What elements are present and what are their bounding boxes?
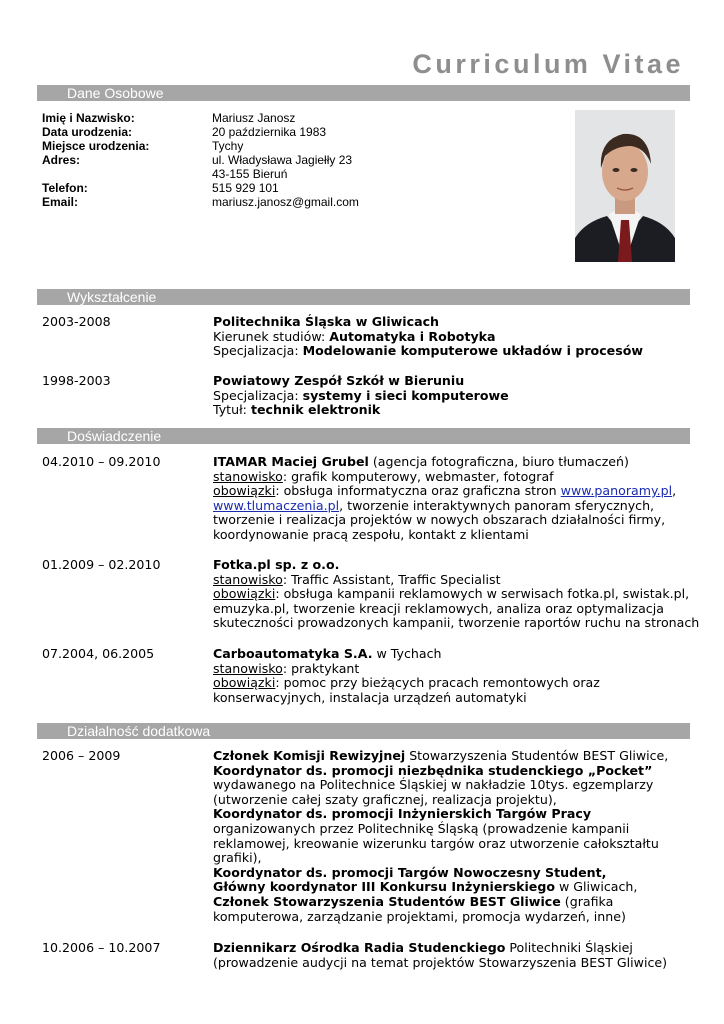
activity-role: Członek Stowarzyszenia Studentów BEST Gliwice bbox=[213, 893, 561, 909]
activity-text: w Gliwicach, bbox=[554, 879, 638, 895]
duties-text: : pomoc przy bieżących pracach remontowych oraz bbox=[275, 675, 600, 691]
activity-text: Politechniki Śląskiej bbox=[505, 940, 633, 955]
activity-role: Koordynator ds. promocji Targów Nowoczesny Student, bbox=[213, 864, 607, 880]
section-header-additional bbox=[37, 723, 690, 739]
email-value[interactable]: mariusz.janosz@gmail.com bbox=[212, 195, 359, 209]
address-line2: 43-155 Bieruń bbox=[212, 167, 288, 181]
experience-entry bbox=[213, 557, 700, 631]
birth-label: Data urodzenia: bbox=[42, 125, 133, 139]
section-title: Wykształcenie bbox=[67, 289, 157, 305]
position-label: stanowisko bbox=[213, 660, 283, 676]
activity-role: Koordynator ds. promocji niezbędnika studenckiego „Pocket” bbox=[213, 762, 653, 778]
duties-text: , bbox=[672, 483, 677, 499]
duties-text: emuzyka.pl, tworzenie kreacji reklamowych, analiza oraz optymalizacja bbox=[213, 600, 664, 616]
section-header-personal bbox=[37, 85, 690, 101]
phone-value: 515 929 101 bbox=[212, 181, 279, 195]
activity-role: Główny koordynator III Konkursu Inżynierskiego bbox=[213, 879, 555, 895]
company-note: (agencja fotograficzna, biuro tłumaczeń) bbox=[368, 454, 629, 469]
activity-role: Koordynator ds. promocji Inżynierskich Targów Pracy bbox=[213, 806, 592, 822]
section-header-experience bbox=[37, 428, 690, 444]
activity-text: komputerowa, zarządzanie projektami, promocja wydarzeń, inne) bbox=[213, 908, 626, 924]
address-line1: ul. Władysława Jagiełły 23 bbox=[212, 153, 353, 167]
section-title: Dane Osobowe bbox=[67, 85, 164, 101]
experience-date: 07.2004, 06.2005 bbox=[42, 646, 155, 661]
duties-text: : obsługa kampanii reklamowych w serwisach fotka.pl, swistak.pl, bbox=[275, 586, 690, 602]
activity-text: grafiki), bbox=[213, 850, 262, 866]
education-date: 2003-2008 bbox=[42, 314, 111, 329]
experience-entry bbox=[213, 455, 693, 543]
school-name: Politechnika Śląska w Gliwicach bbox=[213, 314, 440, 329]
panoramy-link[interactable]: www.panoramy.pl bbox=[560, 483, 673, 499]
activity-text: wydawanego na Politechnice Śląskiej w nakładzie 10tys. egzemplarzy bbox=[213, 777, 654, 793]
company-note: w Tychach bbox=[372, 646, 442, 661]
spec-value: systemy i sieci komputerowe bbox=[302, 387, 509, 403]
position-value: : Traffic Assistant, Traffic Specialist bbox=[282, 571, 501, 587]
duties-text: koordynowanie pracą zespołu, kontakt z klientami bbox=[213, 526, 529, 542]
field-label: Kierunek studiów: bbox=[213, 328, 330, 344]
section-title: Doświadczenie bbox=[67, 428, 162, 444]
school-name: Powiatowy Zespół Szkół w Bieruniu bbox=[213, 373, 465, 388]
duties-text: skuteczności prowadzonych kampanii, tworzenie raportów ruchu na stronach bbox=[213, 615, 700, 631]
activity-date: 2006 – 2009 bbox=[42, 748, 121, 763]
company-name: Carboautomatyka S.A. bbox=[213, 646, 373, 661]
activity-text: Stowarzyszenia Studentów BEST Gliwice, bbox=[405, 748, 669, 763]
title-label: Tytuł: bbox=[213, 402, 251, 418]
activity-entry bbox=[213, 941, 693, 970]
position-label: stanowisko bbox=[213, 468, 283, 484]
duties-text: konserwacyjnych, instalacja urządzeń automatyki bbox=[213, 689, 527, 705]
section-title: Działalność dodatkowa bbox=[67, 723, 211, 739]
birth-value: 20 października 1983 bbox=[212, 125, 327, 139]
duties-label: obowiązki bbox=[213, 675, 276, 691]
activity-text: reklamowej, kreowanie wizerunku targów oraz utworzenie całokształtu bbox=[213, 835, 659, 851]
title-value: technik elektronik bbox=[250, 402, 381, 418]
activity-text: (utworzenie całej szaty graficznej, realizacja projektu), bbox=[213, 791, 557, 807]
experience-date: 01.2009 – 02.2010 bbox=[42, 557, 161, 572]
spec-value: Modelowanie komputerowe układów i procesów bbox=[302, 343, 643, 359]
phone-label: Telefon: bbox=[42, 181, 88, 195]
spec-label: Specjalizacja: bbox=[213, 387, 303, 403]
activity-role: Dziennikarz Ośrodka Radia Studenckiego bbox=[213, 940, 506, 955]
duties-label: obowiązki bbox=[213, 483, 276, 499]
company-name: Fotka.pl sp. z o.o. bbox=[213, 557, 340, 572]
spec-label: Specjalizacja: bbox=[213, 343, 303, 359]
tlumaczenia-link[interactable]: www.tlumaczenia.pl bbox=[213, 497, 340, 513]
activity-text: (grafika bbox=[560, 893, 614, 909]
name-label: Imię i Nazwisko: bbox=[42, 111, 135, 125]
duties-label: obowiązki bbox=[213, 586, 276, 602]
activity-text: (prowadzenie audycji na temat projektów Stowarzyszenia BEST Gliwice) bbox=[213, 954, 668, 970]
section-header-education bbox=[37, 289, 690, 305]
activity-entry bbox=[213, 749, 693, 924]
activity-date: 10.2006 – 10.2007 bbox=[42, 940, 161, 955]
address-label: Adres: bbox=[42, 153, 81, 167]
position-label: stanowisko bbox=[213, 571, 283, 587]
duties-text: : obsługa informatyczna oraz graficzna stron bbox=[275, 483, 561, 499]
page-title: Curriculum Vitae bbox=[412, 49, 684, 79]
name-value: Mariusz Janosz bbox=[212, 111, 296, 125]
education-date: 1998-2003 bbox=[42, 373, 111, 388]
activity-text: organizowanych przez Politechnikę Śląską (prowadzenie kampanii bbox=[213, 820, 630, 836]
duties-text: tworzenie i realizacja projektów w nowych obszarach działalności firmy, bbox=[213, 512, 666, 528]
education-entry bbox=[213, 374, 693, 418]
field-value: Automatyka i Robotyka bbox=[329, 328, 496, 344]
experience-entry bbox=[213, 647, 693, 705]
activity-role: Członek Komisji Rewizyjnej bbox=[213, 748, 406, 763]
place-value: Tychy bbox=[212, 139, 244, 153]
position-value: : praktykant bbox=[282, 660, 360, 676]
company-name: ITAMAR Maciej Grubel bbox=[213, 454, 369, 469]
duties-text: , tworzenie interaktywnych panoram sferycznych, bbox=[339, 497, 655, 513]
experience-date: 04.2010 – 09.2010 bbox=[42, 454, 161, 469]
place-label: Miejsce urodzenia: bbox=[42, 139, 150, 153]
profile-photo bbox=[575, 110, 675, 262]
email-label: Email: bbox=[42, 195, 79, 209]
profile-photo-drawing bbox=[575, 110, 675, 262]
position-value: : grafik komputerowy, webmaster, fotograf bbox=[282, 468, 554, 484]
education-entry bbox=[213, 315, 693, 359]
